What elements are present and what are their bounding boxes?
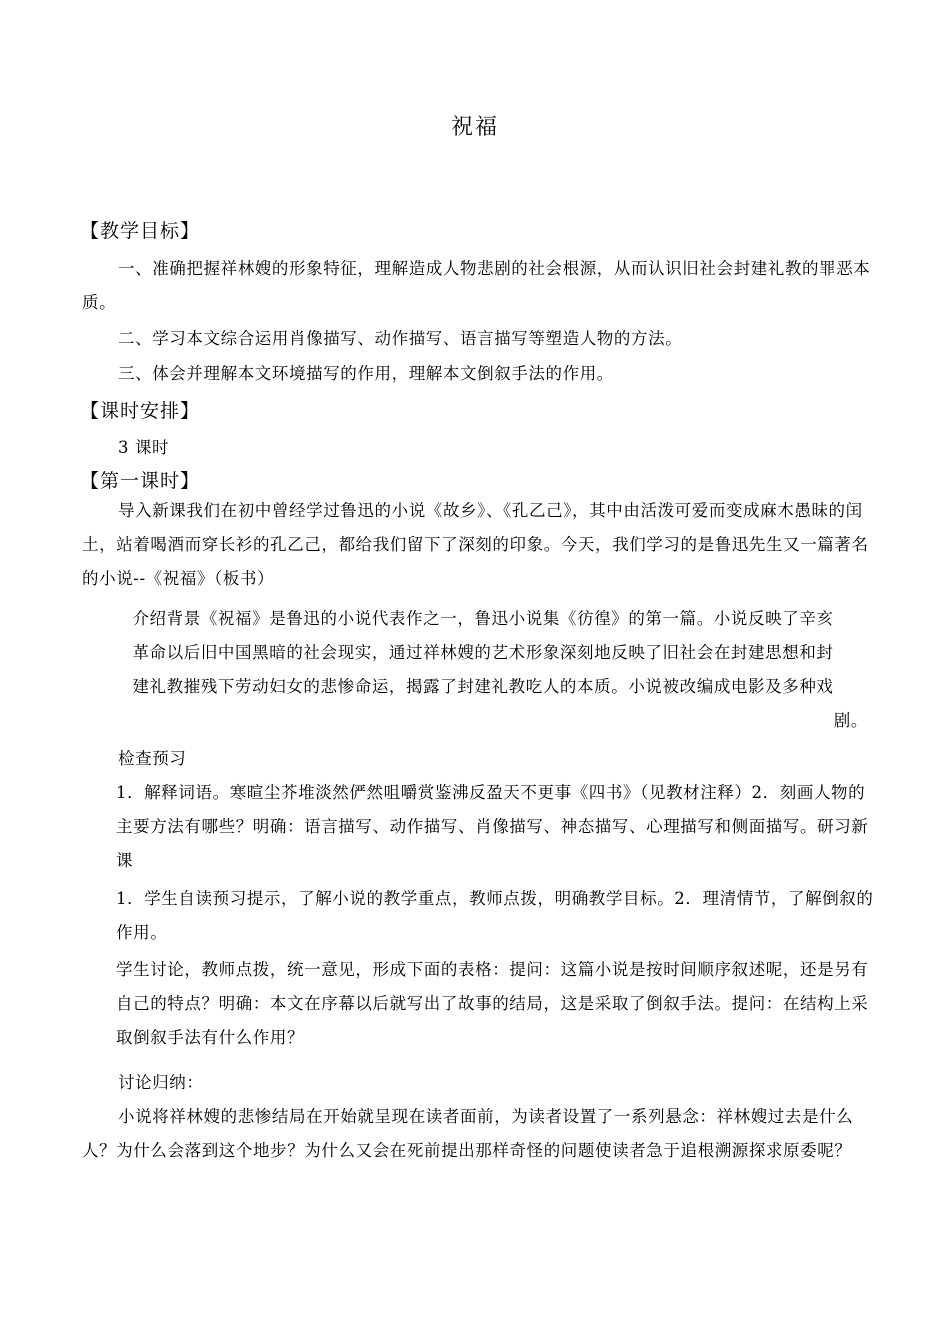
- goal-3: 三、体会并理解本文环境描写的作用，理解本文倒叙手法的作用。: [118, 364, 614, 383]
- page-title: 祝福: [450, 115, 499, 140]
- list-item-2: 1．学生自读预习提示，了解小说的教学重点，教师点拨，明确教学目标。2．理清情节，了解倒叙的作用。: [116, 889, 874, 942]
- goal-1: 一、准确把握祥林嫂的形象特征，理解造成人物悲剧的社会根源，从而认识旧社会封建礼教的罪恶本质。: [82, 259, 871, 312]
- summary-paragraph: 小说将祥林嫂的悲惨结局在开始就呈现在读者面前，为读者设置了一系列悬念：祥林嫂过去是什么人？为什么会落到这个地步？为什么又会在死前提出那样奇怪的问题使读者急于追根溯源探求原委呢？: [82, 1107, 854, 1160]
- background-line: 建礼教摧残下劳动妇女的悲惨命运，揭露了封建礼教吃人的本质。小说被改编成电影及多种戏: [132, 677, 834, 696]
- background-paragraph: [84, 602, 882, 738]
- summary-label: 讨论归纳：: [118, 1073, 204, 1092]
- heading-schedule: 【课时安排】: [80, 400, 201, 422]
- schedule-text: 3 课时: [118, 438, 170, 457]
- background-line: 革命以后旧中国黑暗的社会现实，通过祥林嫂的艺术形象深刻地反映了旧社会在封建思想和封: [132, 643, 834, 662]
- discussion-paragraph: 学生讨论，教师点拨，统一意见，形成下面的表格：提问：这篇小说是按时间顺序叙述呢，还是另有自己的特点？明确：本文在序幕以后就写出了故事的结局，这是采取了倒叙手法。提问：在结构上采取倒叙手法有什么作用？: [116, 960, 869, 1047]
- intro-paragraph: 导入新课我们在初中曾经学过鲁迅的小说《故乡》、《孔乙己》，其中由活泼可爱而变成麻木愚昧的闰土，站着喝酒而穿长衫的孔乙己，都给我们留下了深刻的印象。今天，我们学习的是鲁迅先生又一篇著名的小说--《祝福》（板书）: [82, 501, 869, 588]
- heading-first-lesson: 【第一课时】: [80, 470, 201, 492]
- background-line: 介绍背景《祝福》是鲁迅的小说代表作之一，鲁迅小说集《彷徨》的第一篇。小说反映了辛亥: [132, 609, 834, 628]
- check-preview-label: 检查预习: [118, 749, 187, 768]
- goal-2: 二、学习本文综合运用肖像描写、动作描写、语言描写等塑造人物的方法。: [118, 329, 683, 348]
- list-item-1: 1．解释词语。寒暄尘芥堆淡然俨然咀嚼赏鉴沸反盈天不更事《四书》（见教材注释）2．刻画人物的主要方法有哪些？明确：语言描写、动作描写、肖像描写、神态描写、心理描写和侧面描写。研习新课: [116, 783, 869, 870]
- heading-teaching-goals: 【教学目标】: [80, 220, 201, 242]
- background-line: 剧。: [833, 711, 868, 730]
